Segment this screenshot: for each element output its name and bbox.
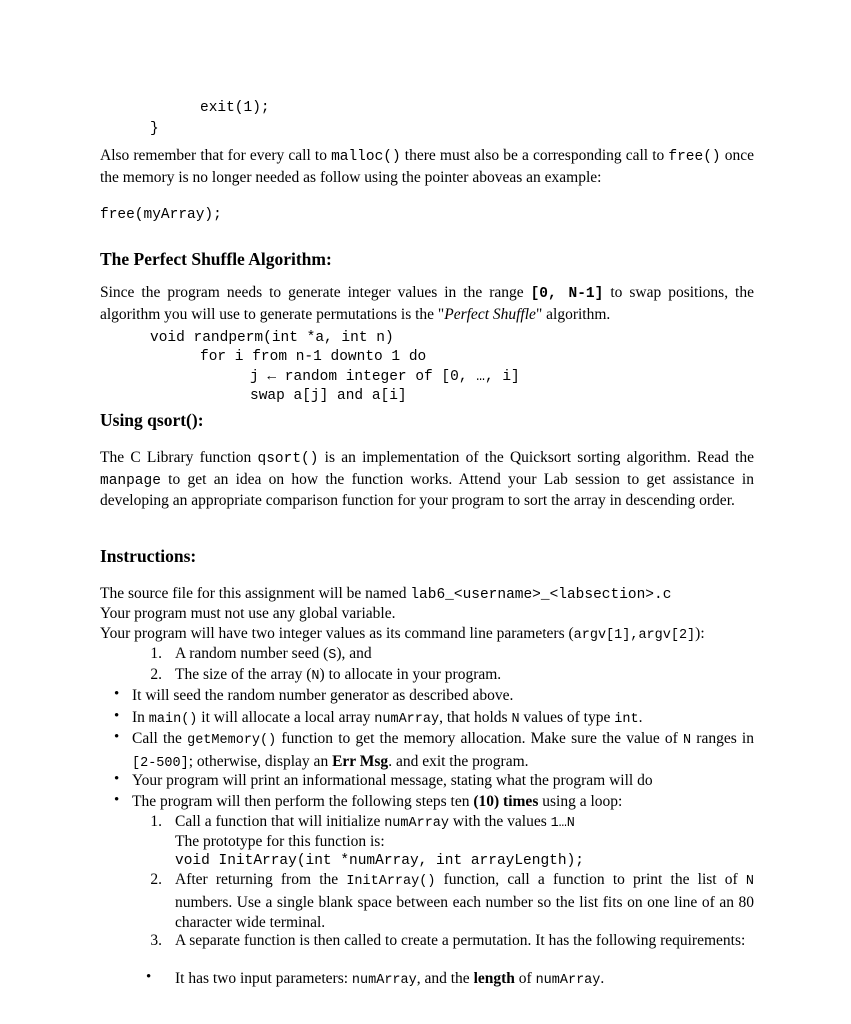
code-range: [2-500] [132,755,189,771]
bullet-icon: • [114,729,120,745]
length-word: length [473,970,515,987]
text: ; otherwise, display an [188,752,333,770]
pseudocode-line: for i from n-1 downto 1 do [200,349,427,365]
text: Call the [132,730,188,747]
text: A random number seed ( [175,645,329,662]
heading-using-qsort: Using qsort(): [100,410,204,430]
code-exit-line: exit(1); [200,100,270,116]
pseudocode-line: swap a[j] and a[i] [250,388,407,404]
source-file-line [100,584,671,605]
text: to swap positions, the algorithm you will use to generate permutations is the " [100,284,754,323]
bullet-seed-rng: It will seed the random number generator as described above. [132,687,514,704]
ten-times: (10) times [473,793,539,810]
text: Call a function that will initialize [175,813,385,830]
text: The source file for this assignment will be named [100,585,411,602]
text: The C Library function [100,449,258,466]
text: using a loop: [538,793,623,810]
bullet-icon: • [114,708,120,724]
text: of [514,970,536,987]
step-permutation: A separate function is then called to create a permutation. It has the following requirements: [175,932,746,949]
code-s: S [328,648,337,663]
bullet-input-params [175,969,604,991]
code-initarray: InitArray() [346,874,436,889]
list-number: 1. [150,645,162,662]
err-msg: Err Msg [332,752,389,770]
text: ranges in [691,730,754,747]
text: ) to allocate in your program. [319,666,502,683]
pseudocode-line: j ← random integer of [0, …, i] [250,369,520,385]
bullet-info-message: Your program will print an informational message, stating what the program will do [132,772,653,789]
step-number: 3. [150,932,162,949]
bullet-icon: • [114,771,120,787]
text: After returning from the [175,871,347,888]
code-free-example: free(myArray); [100,207,222,223]
text: , that holds [439,709,512,726]
free-note-paragraph [100,146,754,188]
code-int: int [614,712,639,727]
list-number: 2. [150,666,162,683]
list-item-seed [175,644,372,666]
code-numarray: numArray [351,973,417,988]
text: It has two input parameters: [175,970,352,987]
code-malloc: malloc() [331,149,401,165]
text: values of type [519,709,615,726]
code-n: N [745,874,754,889]
params-line [100,624,705,646]
text: The program will then perform the following steps ten [132,793,474,810]
step-number: 1. [150,813,162,830]
text: to get an idea on how the function works. Attend your Lab session to get assistance in developing an appropriate comparison function for your program to sort the array in descending order. [100,470,754,509]
pseudocode-line: void randperm(int *a, int n) [150,330,394,346]
text: In [132,709,149,726]
bullet-loop [132,792,622,812]
code-range: 1…N [550,816,575,831]
text: function, call a function to print the list of [435,871,746,888]
text: ): [695,625,705,642]
text: ), and [336,645,372,662]
code-getmemory: getMemory() [187,733,277,748]
code-qsort: qsort() [257,451,319,467]
text: with the values [449,813,551,830]
prototype-label: The prototype for this function is: [175,833,385,850]
code-n: N [683,733,692,748]
qsort-paragraph [100,448,754,512]
bullet-icon: • [114,792,120,808]
heading-instructions: Instructions: [100,546,197,566]
bullet-getmemory [132,729,754,774]
text: it will allocate a local array [197,709,375,726]
text: , and the [416,970,474,987]
code-n: N [511,712,520,727]
code-closing-brace: } [150,121,159,137]
heading-perfect-shuffle: The Perfect Shuffle Algorithm: [100,249,332,269]
bullet-allocate [132,708,642,730]
code-manpage: manpage [100,472,161,489]
global-variable-line: Your program must not use any global variable. [100,605,396,622]
text: there must also be a corresponding call to [400,147,669,164]
text: The size of the array ( [175,666,312,683]
shuffle-paragraph [100,283,754,325]
bullet-icon: • [114,686,120,702]
text: . [600,970,605,987]
text: . and exit the program. [388,752,529,770]
code-numarray: numArray [374,712,440,727]
code-argv: argv[1],argv[2] [573,628,696,643]
code-n: N [311,669,320,684]
code-main: main() [148,712,198,727]
text: is an implementation of the Quicksort sorting algorithm. Read the [318,449,754,466]
text: Your program will have two integer values as its command line parameters ( [100,625,574,642]
step-print [175,870,754,934]
code-numarray: numArray [384,816,450,831]
text: numbers. Use a single blank space between each number so the list fits on one line of an 80 character wide terminal. [175,893,754,931]
bullet-icon: • [146,969,152,985]
text: function to get the memory allocation. Make sure the value of [276,730,684,747]
list-item-size [175,665,501,687]
text: Also remember that for every call to [100,147,332,164]
step-init [175,812,575,834]
code-range: [0, N-1] [530,286,604,302]
code-numarray: numArray [535,973,601,988]
algorithm-name: Perfect Shuffle [444,305,536,323]
text: Since the program needs to generate integer values in the range [100,284,531,301]
code-prototype: void InitArray(int *numArray, int arrayLength); [175,853,584,869]
text: once the memory is no longer needed as follow using the pointer aboveas an example: [100,147,754,186]
step-number: 2. [150,871,162,888]
text: " algorithm. [535,305,611,323]
code-free: free() [668,149,721,165]
code-filename: lab6_<username>_<labsection>.c [410,587,672,603]
text: . [638,709,643,726]
